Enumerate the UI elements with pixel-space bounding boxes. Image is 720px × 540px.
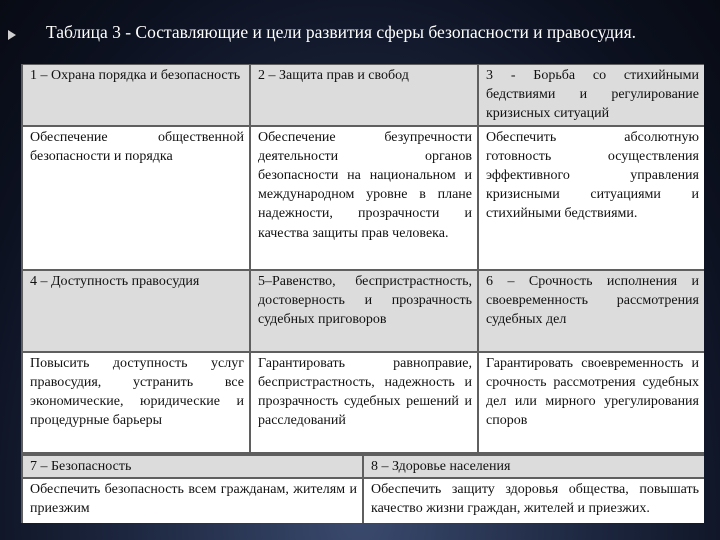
table-row xyxy=(22,270,704,352)
goal-cell-3: Обеспечить абсолютную готовность осуществления эффективного управления кризисными ситуациями и стихийными бедствиями. xyxy=(478,126,704,270)
goal-cell-2: Обеспечение безупречности деятельности органов безопасности на национальном и международном уровне в плане надежности, прозрачности и качества защиты прав человека. xyxy=(250,126,478,270)
goal-cell-5: Гарантировать равноправие, беспристрастность, надежность и прозрачность судебных решений и расследований xyxy=(250,352,478,453)
table-row xyxy=(22,478,704,523)
table-row xyxy=(22,65,704,126)
table-row xyxy=(22,126,704,270)
goal-cell-8: Обеспечить защиту здоровья общества, повышать качество жизни граждан, жителей и приезжих. xyxy=(363,478,704,523)
goal-cell-4: Повысить доступность услуг правосудия, устранить все экономические, юридические и процедурные барьеры xyxy=(22,352,250,453)
component-header-4: 4 – Доступность правосудия xyxy=(22,270,250,352)
component-header-8: 8 – Здоровье населения xyxy=(363,455,704,478)
table-part-2 xyxy=(21,454,704,523)
goals-table xyxy=(21,64,704,523)
slide-title: Таблица 3 - Составляющие и цели развития сферы безопасности и правосудия. xyxy=(46,22,637,42)
goal-cell-1: Обеспечение общественной безопасности и порядка xyxy=(22,126,250,270)
table-row xyxy=(22,352,704,453)
component-header-3: 3 - Борьба со стихийными бедствиями и регулирование кризисных ситуаций xyxy=(478,65,704,126)
component-header-2: 2 – Защита прав и свобод xyxy=(250,65,478,126)
slide-bullet-icon xyxy=(8,30,16,40)
component-header-1: 1 – Охрана порядка и безопасность xyxy=(22,65,250,126)
component-header-7: 7 – Безопасность xyxy=(22,455,363,478)
component-header-5: 5–Равенство, беспристрастность, достоверность и прозрачность судебных приговоров xyxy=(250,270,478,352)
component-header-6: 6 – Срочность исполнения и своевременность рассмотрения судебных дел xyxy=(478,270,704,352)
table-part-1 xyxy=(21,64,704,454)
table-row xyxy=(22,455,704,478)
goal-cell-6: Гарантировать своевременность и срочность рассмотрения судебных дел или мирного урегулирования споров xyxy=(478,352,704,453)
goal-cell-7: Обеспечить безопасность всем гражданам, жителям и приезжим xyxy=(22,478,363,523)
